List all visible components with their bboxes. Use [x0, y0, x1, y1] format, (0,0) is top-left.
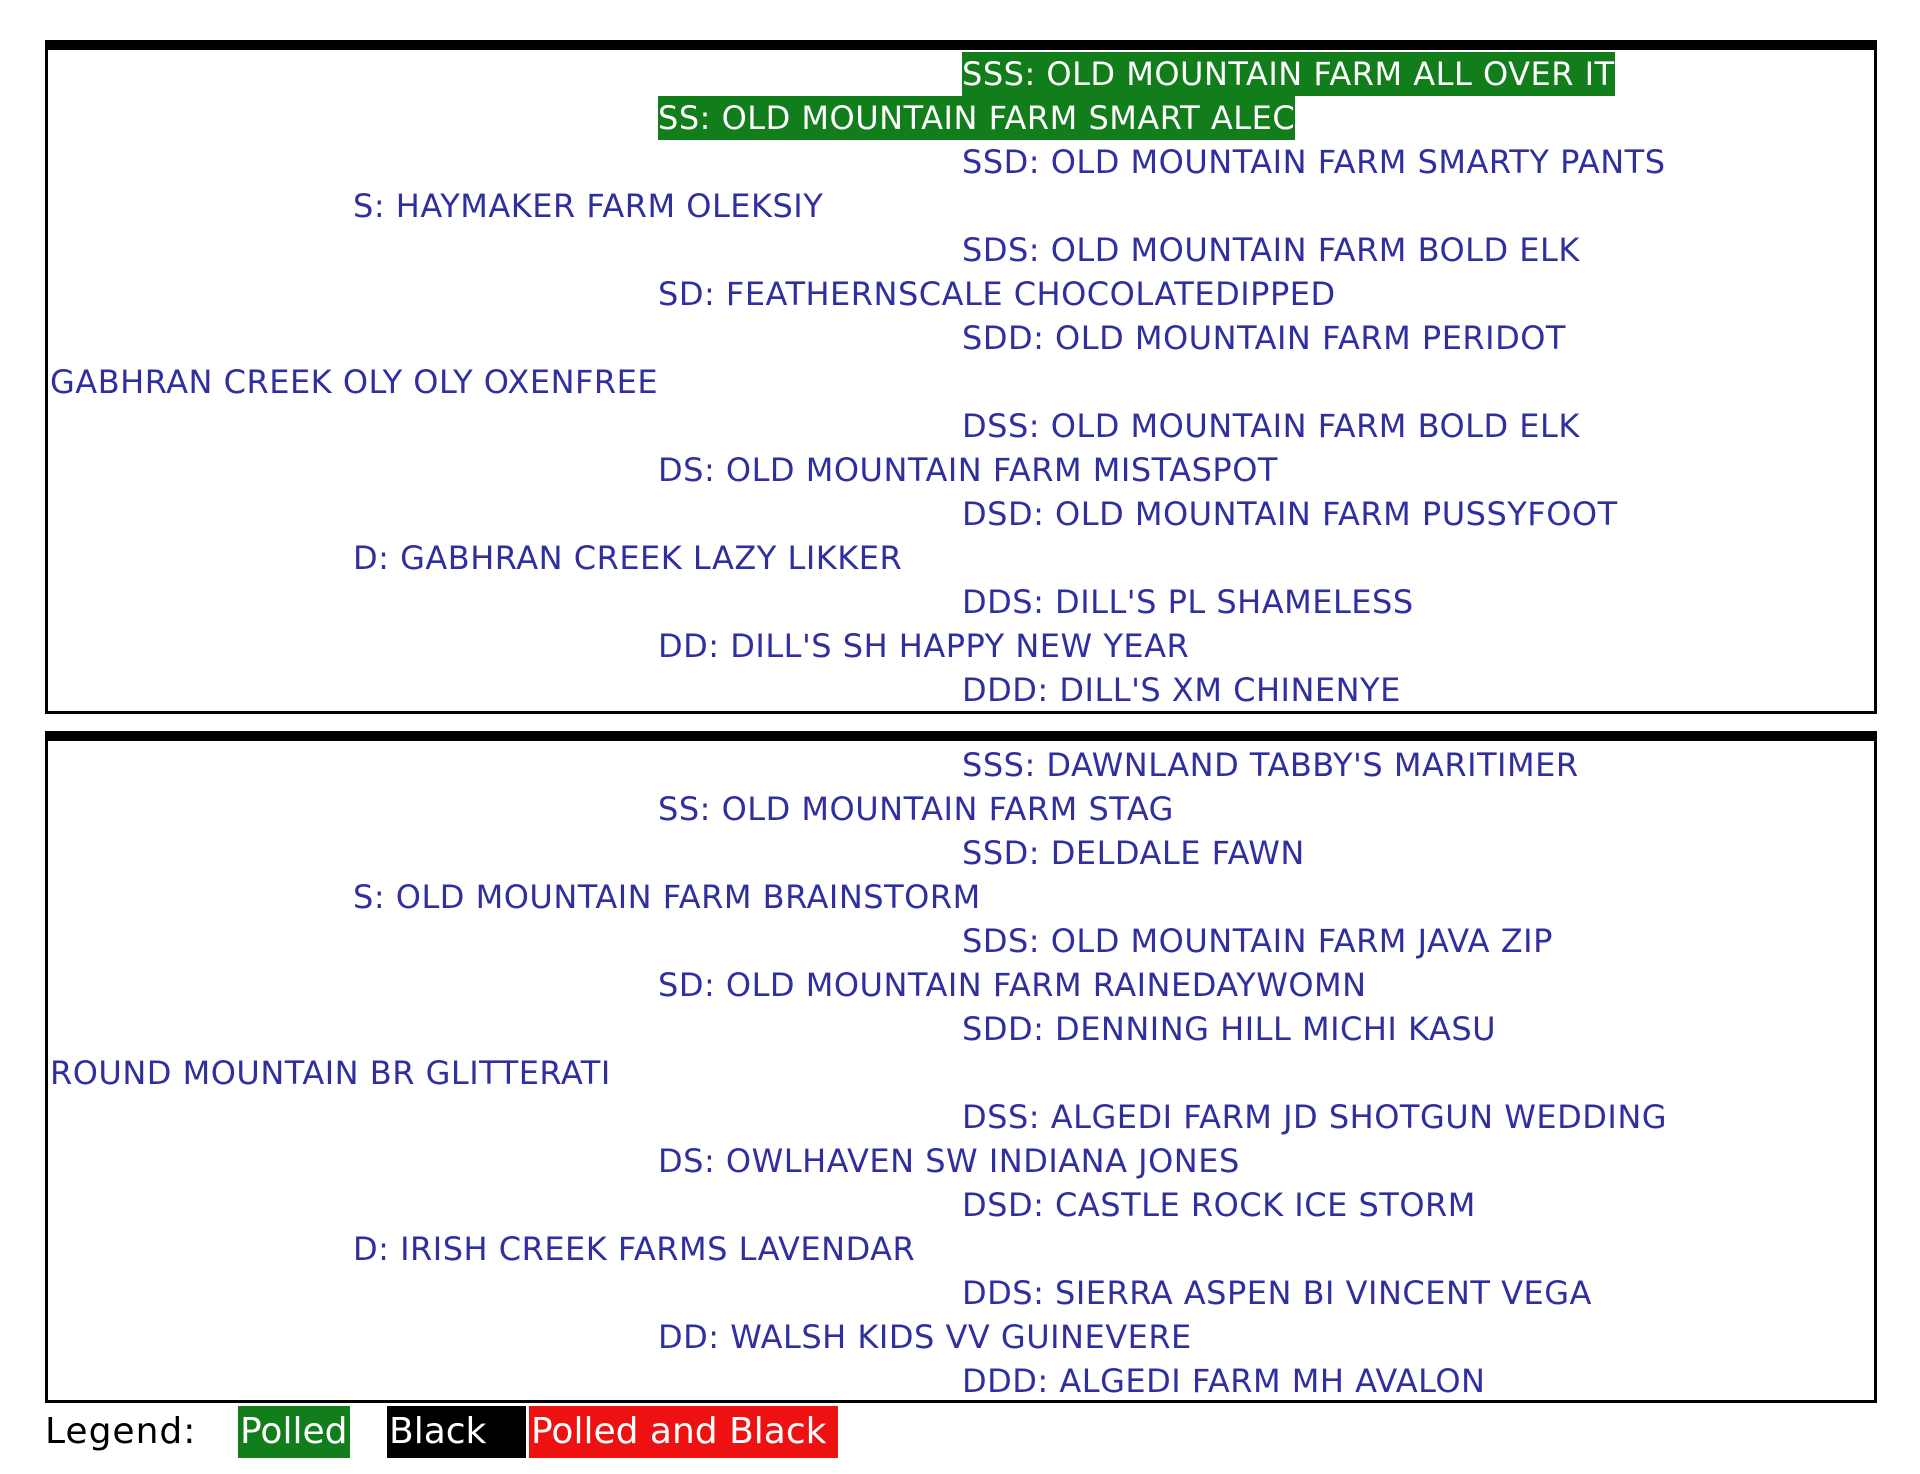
pedigree-entry-dd: DD: WALSH KIDS VV GUINEVERE [658, 1318, 1192, 1356]
pedigree-entry-sds: SDS: OLD MOUNTAIN FARM JAVA ZIP [962, 922, 1553, 960]
pedigree-subject-name: ROUND MOUNTAIN BR GLITTERATI [50, 1054, 611, 1092]
pedigree-entry-dam: D: GABHRAN CREEK LAZY LIKKER [353, 539, 903, 577]
pedigree-panel-1 [45, 40, 1877, 714]
pedigree-panel-2 [45, 731, 1877, 1403]
pedigree-entry-sire: S: OLD MOUNTAIN FARM BRAINSTORM [353, 878, 981, 916]
pedigree-entry-dss: DSS: ALGEDI FARM JD SHOTGUN WEDDING [962, 1098, 1668, 1136]
pedigree-entry-ss: SS: OLD MOUNTAIN FARM STAG [658, 790, 1174, 828]
pedigree-entry-dds: DDS: DILL'S PL SHAMELESS [962, 583, 1414, 621]
legend-polled-swatch: Polled [238, 1406, 350, 1458]
pedigree-entry-dsd: DSD: CASTLE ROCK ICE STORM [962, 1186, 1476, 1224]
pedigree-entry-sd: SD: OLD MOUNTAIN FARM RAINEDAYWOMN [658, 966, 1367, 1004]
legend-black-swatch: Black [387, 1406, 526, 1458]
pedigree-entry-ds: DS: OLD MOUNTAIN FARM MISTASPOT [658, 451, 1278, 489]
pedigree-entry-dds: DDS: SIERRA ASPEN BI VINCENT VEGA [962, 1274, 1592, 1312]
pedigree-entry-ssd: SSD: DELDALE FAWN [962, 834, 1305, 872]
pedigree-entry-sdd: SDD: OLD MOUNTAIN FARM PERIDOT [962, 319, 1566, 357]
pedigree-entry-sire: S: HAYMAKER FARM OLEKSIY [353, 187, 824, 225]
pedigree-entry-sdd: SDD: DENNING HILL MICHI KASU [962, 1010, 1497, 1048]
pedigree-entry-dam: D: IRISH CREEK FARMS LAVENDAR [353, 1230, 916, 1268]
pedigree-entry-ssd: SSD: OLD MOUNTAIN FARM SMARTY PANTS [962, 143, 1666, 181]
pedigree-entry-sss: SSS: OLD MOUNTAIN FARM ALL OVER IT [962, 52, 1615, 96]
pedigree-entry-dsd: DSD: OLD MOUNTAIN FARM PUSSYFOOT [962, 495, 1618, 533]
pedigree-entry-sss: SSS: DAWNLAND TABBY'S MARITIMER [962, 746, 1579, 784]
pedigree-entry-sds: SDS: OLD MOUNTAIN FARM BOLD ELK [962, 231, 1580, 269]
pedigree-subject-name: GABHRAN CREEK OLY OLY OXENFREE [50, 363, 659, 401]
pedigree-entry-dd: DD: DILL'S SH HAPPY NEW YEAR [658, 627, 1190, 665]
legend-polled-and-black-swatch: Polled and Black [529, 1406, 838, 1458]
pedigree-entry-ds: DS: OWLHAVEN SW INDIANA JONES [658, 1142, 1240, 1180]
pedigree-entry-sd: SD: FEATHERNSCALE CHOCOLATEDIPPED [658, 275, 1336, 313]
pedigree-entry-ss: SS: OLD MOUNTAIN FARM SMART ALEC [658, 96, 1295, 140]
pedigree-entry-dss: DSS: OLD MOUNTAIN FARM BOLD ELK [962, 407, 1580, 445]
legend-label: Legend: [45, 1411, 197, 1452]
pedigree-entry-ddd: DDD: ALGEDI FARM MH AVALON [962, 1362, 1486, 1400]
pedigree-entry-ddd: DDD: DILL'S XM CHINENYE [962, 671, 1401, 709]
